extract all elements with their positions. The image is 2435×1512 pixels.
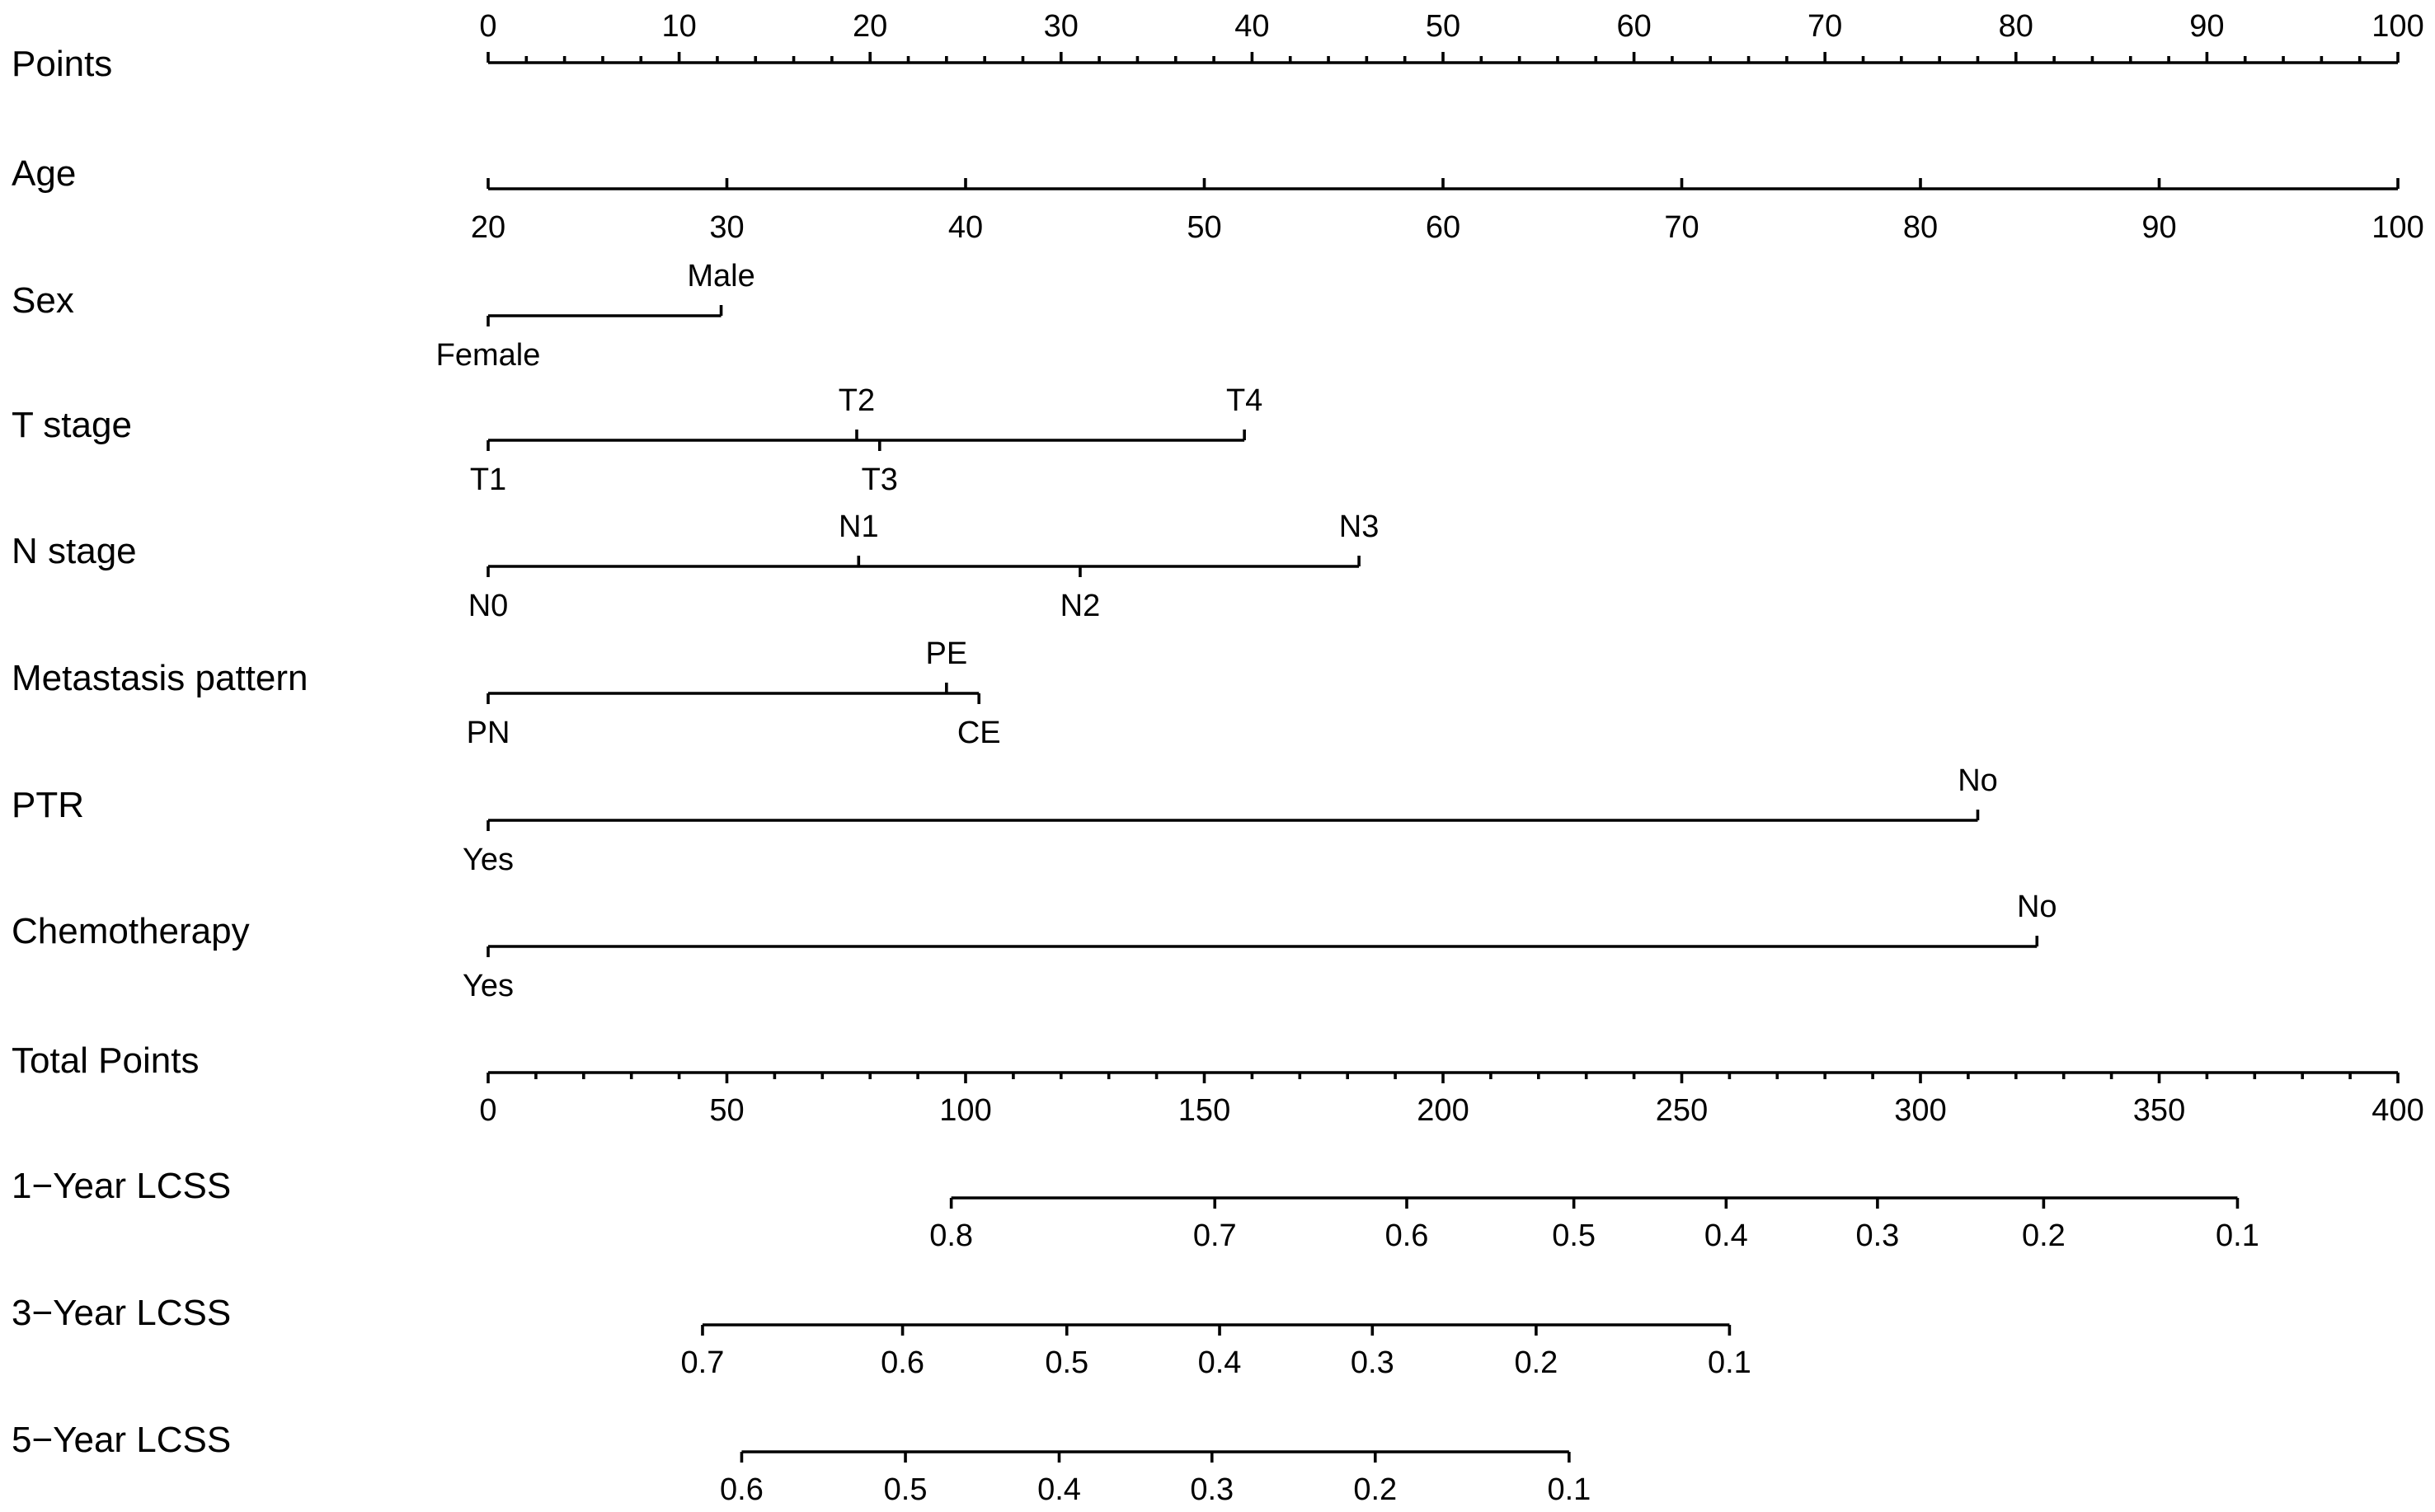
- points-tick-label: 30: [1043, 9, 1079, 44]
- lcss-1yr-tick-label: 0.4: [1704, 1219, 1748, 1253]
- total-points-tick-label: 400: [2372, 1093, 2424, 1128]
- age-tick-label: 70: [1664, 210, 1699, 245]
- points-tick-label: 80: [1998, 9, 2033, 44]
- ptr-level-yes: Yes: [463, 843, 514, 877]
- age-tick-label: 60: [1425, 210, 1461, 245]
- row-label-t-stage: T stage: [12, 405, 132, 445]
- row-label-points: Points: [12, 44, 113, 84]
- t-stage-level-t1: T1: [469, 463, 507, 497]
- points-tick-label: 60: [1616, 9, 1652, 44]
- lcss-1yr-tick-label: 0.1: [2216, 1219, 2259, 1253]
- row-label-chemotherapy: Chemotherapy: [12, 911, 250, 951]
- lcss-5yr-tick-label: 0.6: [720, 1472, 764, 1507]
- points-tick-label: 10: [661, 9, 697, 44]
- row-label-total-points: Total Points: [12, 1040, 200, 1081]
- t-stage-level-t4: T4: [1225, 383, 1263, 418]
- row-label-age: Age: [12, 153, 77, 194]
- n-stage-level-n0: N0: [468, 589, 509, 623]
- total-points-tick-label: 350: [2132, 1093, 2186, 1128]
- row-label-lcss-5yr: 5−Year LCSS: [12, 1420, 232, 1460]
- total-points-tick-label: 250: [1655, 1093, 1709, 1128]
- lcss-3yr-tick-label: 0.3: [1350, 1345, 1394, 1380]
- t-stage-level-t3: T3: [861, 463, 898, 497]
- age-tick-label: 80: [1902, 210, 1939, 245]
- lcss-3yr-tick-label: 0.6: [881, 1345, 924, 1380]
- points-tick-label: 40: [1234, 9, 1270, 44]
- metastasis-pattern-level-pe: PE: [925, 636, 968, 671]
- ptr-level-no: No: [1958, 763, 1998, 798]
- row-label-lcss-1yr: 1−Year LCSS: [12, 1166, 232, 1206]
- row-label-lcss-3yr: 3−Year LCSS: [12, 1293, 232, 1333]
- lcss-3yr-tick-label: 0.7: [680, 1345, 725, 1380]
- age-tick-label: 20: [470, 210, 506, 245]
- metastasis-pattern-level-pn: PN: [466, 716, 510, 750]
- sex-level-male: Male: [687, 259, 755, 293]
- lcss-5yr-tick-label: 0.4: [1037, 1472, 1081, 1507]
- points-tick-label: 0: [479, 9, 497, 44]
- lcss-3yr-tick-label: 0.4: [1197, 1345, 1242, 1380]
- chemotherapy-level-yes: Yes: [463, 969, 514, 1003]
- total-points-tick-label: 0: [479, 1093, 497, 1128]
- points-tick-label: 70: [1807, 9, 1843, 44]
- metastasis-pattern-level-ce: CE: [957, 716, 1001, 750]
- lcss-1yr-tick-label: 0.5: [1552, 1219, 1596, 1253]
- age-tick-label: 50: [1187, 210, 1222, 245]
- lcss-3yr-tick-label: 0.2: [1514, 1345, 1558, 1380]
- sex-level-female: Female: [435, 338, 541, 373]
- row-label-sex: Sex: [12, 280, 74, 321]
- lcss-1yr-tick-label: 0.3: [1855, 1219, 1900, 1253]
- n-stage-level-n2: N2: [1060, 589, 1101, 623]
- t-stage-level-t2: T2: [838, 383, 876, 418]
- points-tick-label: 50: [1425, 9, 1461, 44]
- total-points-tick-label: 150: [1178, 1093, 1231, 1128]
- age-tick-label: 40: [947, 210, 984, 245]
- lcss-5yr-tick-label: 0.2: [1353, 1472, 1398, 1507]
- age-tick-label: 30: [709, 210, 745, 245]
- lcss-1yr-tick-label: 0.2: [2021, 1219, 2066, 1253]
- lcss-3yr-tick-label: 0.1: [1707, 1345, 1751, 1380]
- lcss-1yr-tick-label: 0.7: [1192, 1219, 1237, 1253]
- points-tick-label: 90: [2189, 9, 2225, 44]
- total-points-tick-label: 300: [1894, 1093, 1947, 1128]
- lcss-5yr-tick-label: 0.1: [1547, 1472, 1591, 1507]
- row-label-n-stage: N stage: [12, 531, 137, 571]
- total-points-tick-label: 200: [1417, 1093, 1469, 1128]
- row-label-ptr: PTR: [12, 785, 84, 825]
- lcss-5yr-tick-label: 0.3: [1190, 1472, 1234, 1507]
- n-stage-level-n3: N3: [1338, 509, 1380, 544]
- n-stage-level-n1: N1: [839, 509, 879, 544]
- total-points-tick-label: 50: [709, 1093, 745, 1128]
- points-tick-label: 20: [853, 9, 888, 44]
- lcss-3yr-tick-label: 0.5: [1045, 1345, 1089, 1380]
- age-tick-label: 100: [2372, 210, 2424, 245]
- lcss-5yr-tick-label: 0.5: [883, 1472, 928, 1507]
- chemotherapy-level-no: No: [2016, 890, 2057, 924]
- points-tick-label: 100: [2372, 9, 2424, 44]
- lcss-1yr-tick-label: 0.8: [929, 1219, 974, 1253]
- age-tick-label: 90: [2141, 210, 2177, 245]
- lcss-1yr-tick-label: 0.6: [1384, 1219, 1429, 1253]
- total-points-tick-label: 100: [939, 1093, 992, 1128]
- row-label-metastasis-pattern: Metastasis pattern: [12, 658, 308, 698]
